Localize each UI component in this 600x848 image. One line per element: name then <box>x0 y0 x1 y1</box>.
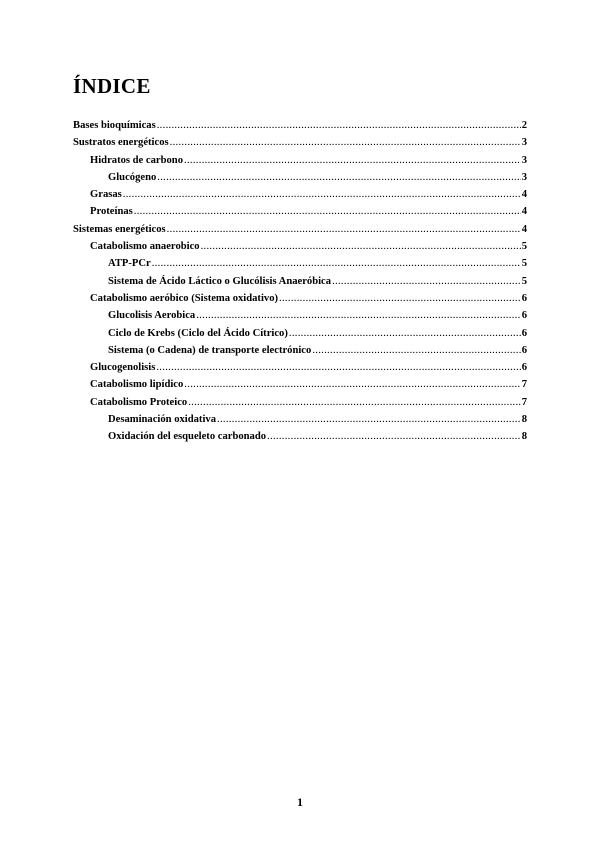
dot-leader <box>188 397 521 408</box>
dot-leader <box>217 414 521 425</box>
toc-entry-page: 5 <box>521 241 527 253</box>
page-number: 1 <box>297 795 303 809</box>
toc-entry-page: 5 <box>521 258 527 270</box>
toc-entry-page: 5 <box>521 275 527 287</box>
toc-entry-page: 3 <box>521 154 527 166</box>
toc-entry-page: 7 <box>521 379 527 391</box>
dot-leader <box>196 310 520 321</box>
toc-entry[interactable] <box>73 310 527 327</box>
toc-entry-page: 6 <box>521 362 527 374</box>
dot-leader <box>312 345 520 356</box>
toc-entry-label: Sistema de Ácido Láctico o Glucólisis Anaeróbica <box>108 275 332 287</box>
toc-entry[interactable] <box>73 155 527 172</box>
toc-entry-page: 6 <box>521 344 527 356</box>
toc-entry-label: Sistema (o Cadena) de transporte electrónico <box>108 344 312 356</box>
dot-leader <box>167 224 521 235</box>
dot-leader <box>184 379 520 390</box>
toc-entry[interactable] <box>73 328 527 345</box>
toc-entry-page: 3 <box>521 137 527 149</box>
toc-entry[interactable] <box>73 379 527 396</box>
toc-entry[interactable] <box>73 397 527 414</box>
toc-entry[interactable] <box>73 137 527 154</box>
toc-entry-label: ATP-PCr <box>108 258 151 270</box>
toc-entry-label: Ciclo de Krebs (Ciclo del Ácido Cítrico) <box>108 327 288 339</box>
toc-entry-label: Catabolismo Proteico <box>90 396 188 408</box>
dot-leader <box>332 276 521 287</box>
toc-entry-label: Sustratos energéticos <box>73 137 169 149</box>
dot-leader <box>201 241 521 252</box>
dot-leader <box>134 206 521 217</box>
toc-entry-page: 4 <box>521 223 527 235</box>
page-title: ÍNDICE <box>73 74 151 98</box>
toc-entry-label: Hidratos de carbono <box>90 154 183 166</box>
toc-entry-page: 8 <box>521 414 527 426</box>
toc-entry-label: Grasas <box>90 189 122 201</box>
dot-leader <box>279 293 521 304</box>
toc-entry[interactable] <box>73 120 527 137</box>
toc-entry[interactable] <box>73 293 527 310</box>
toc-entry-label: Glucógeno <box>108 171 157 183</box>
dot-leader <box>123 189 521 200</box>
toc-entry[interactable] <box>73 224 527 241</box>
toc-entry-label: Catabolismo aeróbico (Sistema oxidativo) <box>90 292 279 304</box>
toc-entry[interactable] <box>73 276 527 293</box>
dot-leader <box>267 431 521 442</box>
dot-leader <box>157 120 521 131</box>
toc-entry-label: Sistemas energéticos <box>73 223 166 235</box>
toc-entry[interactable] <box>73 206 527 223</box>
toc-entry-page: 7 <box>521 396 527 408</box>
toc-entry[interactable] <box>73 241 527 258</box>
toc-entry-page: 8 <box>521 431 527 443</box>
toc-entry-label: Proteínas <box>90 206 133 218</box>
dot-leader <box>184 155 521 166</box>
toc-entry-page: 4 <box>521 206 527 218</box>
toc-entry[interactable] <box>73 431 527 448</box>
dot-leader <box>157 172 520 183</box>
toc-entry[interactable] <box>73 414 527 431</box>
toc-entry-label: Catabolismo lipídico <box>90 379 184 391</box>
toc-entry-label: Catabolismo anaerobico <box>90 241 200 253</box>
toc-entry-page: 3 <box>521 171 527 183</box>
toc-entry-label: Desaminación oxidativa <box>108 414 217 426</box>
toc-entry-label: Glucolisis Aerobica <box>108 310 196 322</box>
toc-entry-label: Oxidación del esqueleto carbonado <box>108 431 267 443</box>
toc-entry-page: 6 <box>521 310 527 322</box>
dot-leader <box>289 328 521 339</box>
toc-entry[interactable] <box>73 345 527 362</box>
toc-entry[interactable] <box>73 258 527 275</box>
toc-entry[interactable] <box>73 189 527 206</box>
table-of-contents <box>73 120 527 449</box>
dot-leader <box>152 258 521 269</box>
toc-entry-page: 2 <box>521 120 527 131</box>
toc-entry-label: Bases bioquímicas <box>73 120 156 131</box>
toc-entry[interactable] <box>73 172 527 189</box>
toc-entry-page: 6 <box>521 327 527 339</box>
dot-leader <box>170 137 521 148</box>
dot-leader <box>156 362 520 373</box>
toc-entry-page: 6 <box>521 292 527 304</box>
toc-entry[interactable] <box>73 362 527 379</box>
toc-entry-label: Glucogenolisis <box>90 362 156 374</box>
toc-entry-page: 4 <box>521 189 527 201</box>
